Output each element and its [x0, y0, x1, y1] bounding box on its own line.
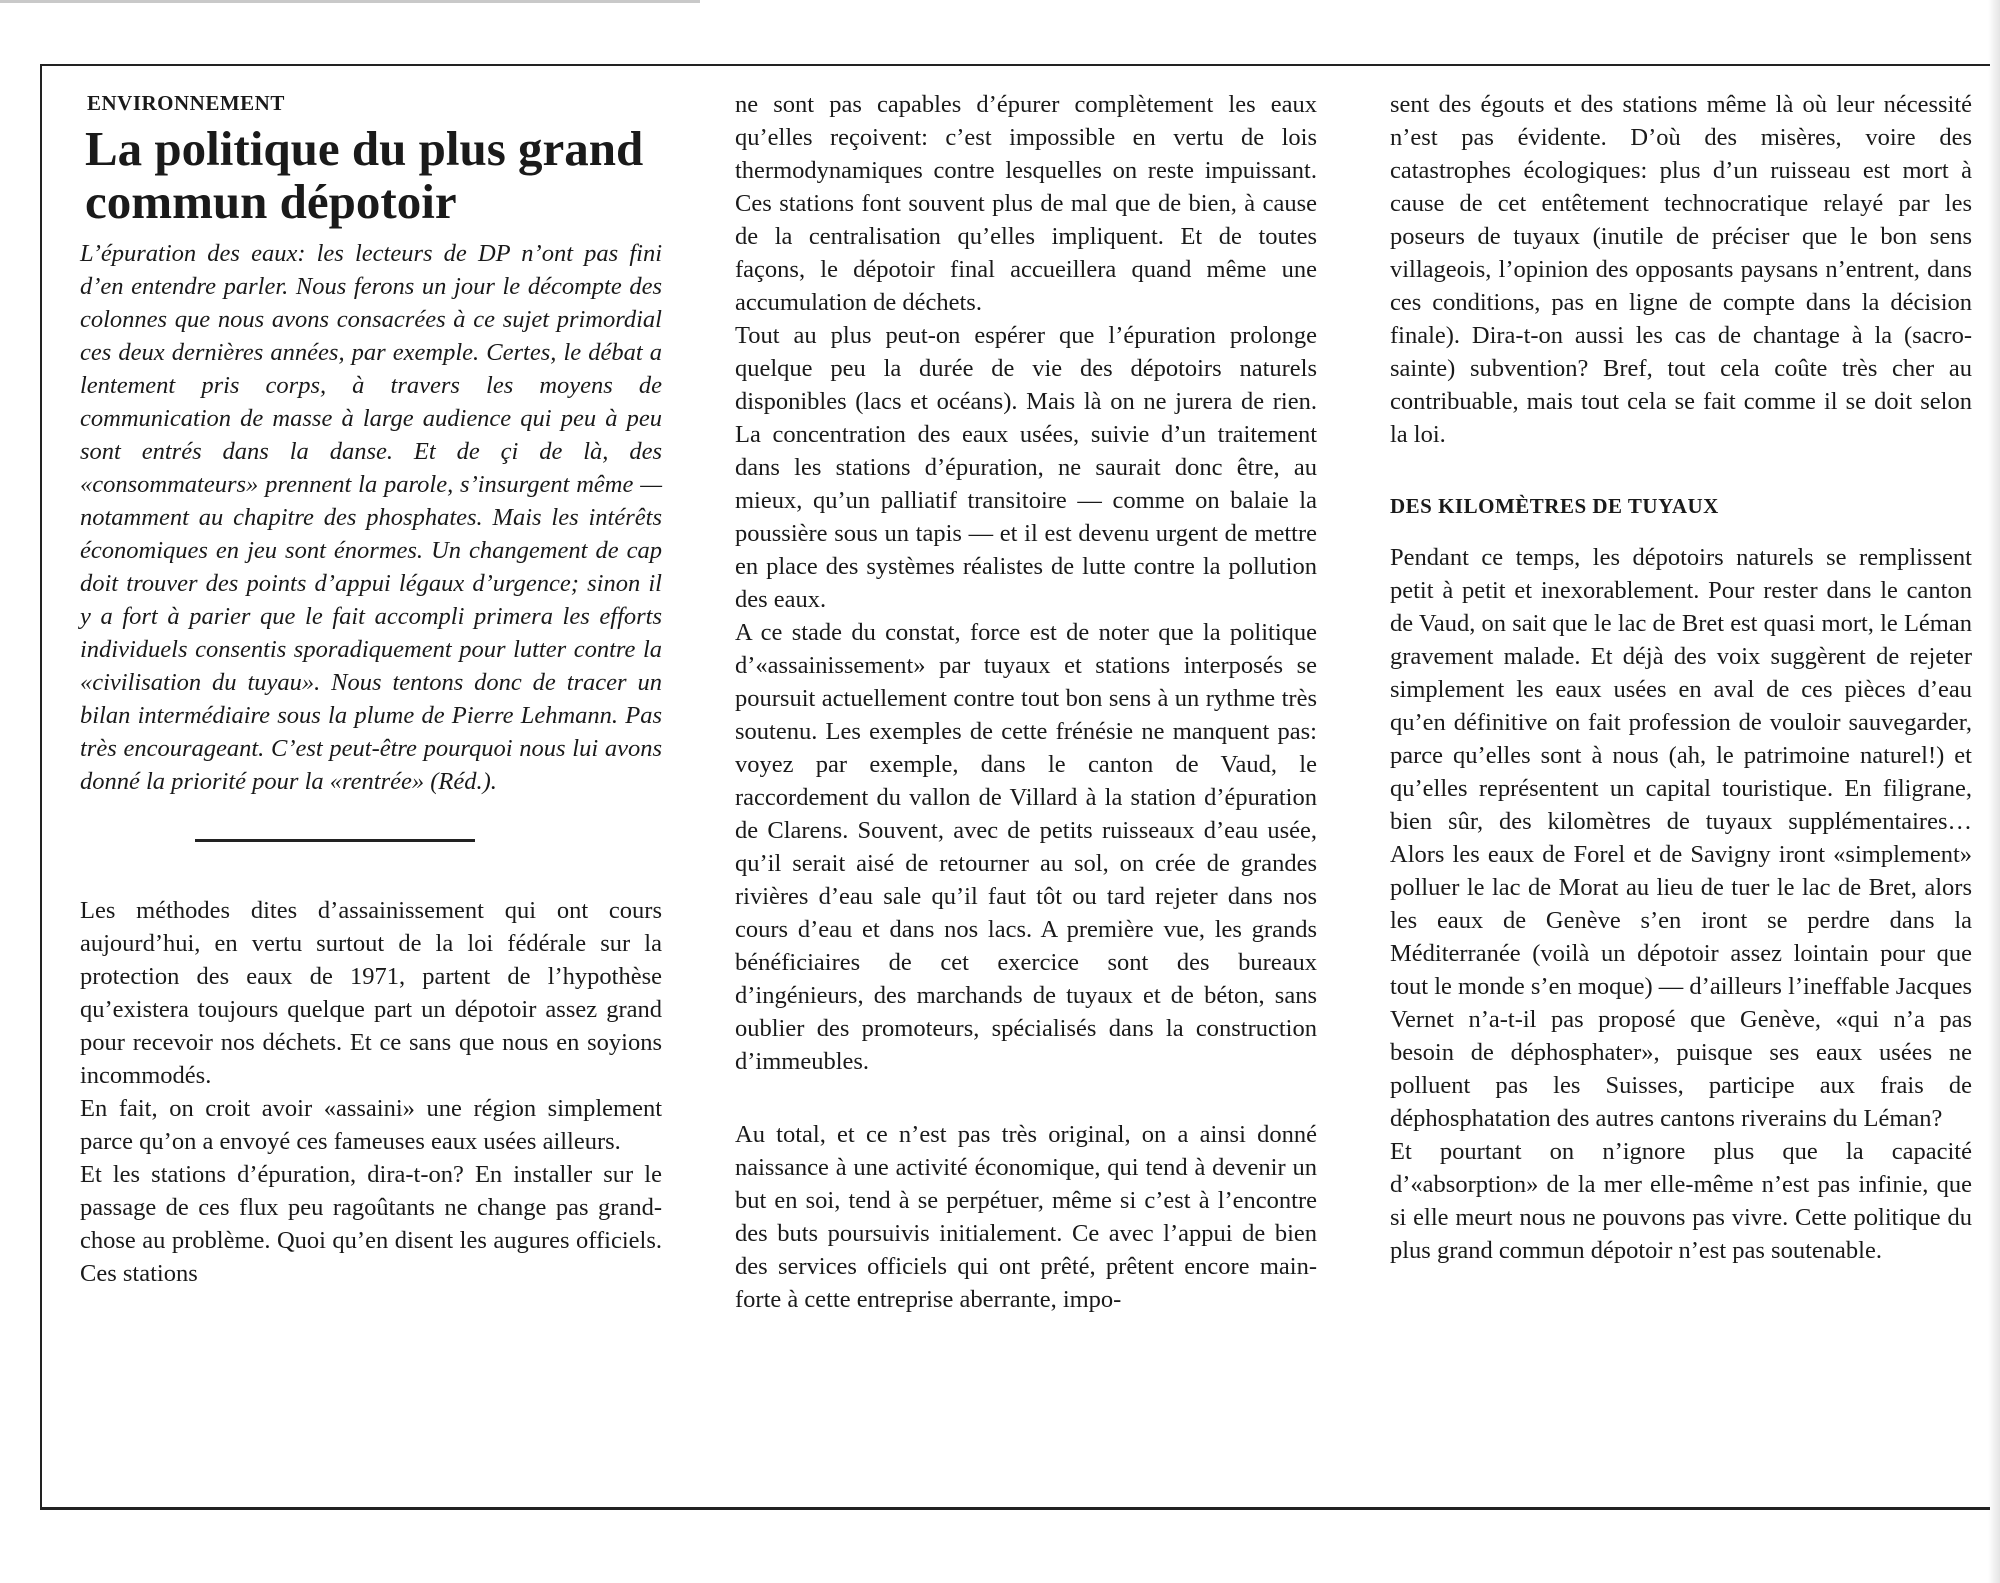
- subheading: DES KILOMÈTRES DE TUYAUX: [1390, 494, 1719, 518]
- paragraph: Pendant ce temps, les dépotoirs naturels se remplissent petit à petit et inexorablement. Pour rester dans le canton de Vaud, on sait que le lac de Bret est quasi mort, le Léman gravement malade. Et déjà des voix suggèrent de rejeter simplement les eaux usées en aval de ces pièces d’eau qu’en définitive on fait profession de vouloir sauvegarder, parce qu’elles sont à nous (ah, le patrimoine naturel!) et qu’elles représentent un capital touristique. En filigrane, bien sûr, des kilomètres de tuyaux supplémentaires… Alors les eaux de Forel et de Savigny iront «simplement» polluer le lac de Morat au lieu de tuer le lac de Bret, alors les eaux de Genève s’en iront se perdre dans la Méditerranée (voilà un dépotoir assez lointain pour que tout le monde s’en moque) — d’ailleurs l’ineffable Jacques Vernet n’a-t-il pas proposé que Genève, «qui n’a pas besoin de déphosphater», puisque ses eaux usées ne polluent pas les Suisses, participe aux frais de déphosphatation des autres cantons riverains du Léman?: [1390, 544, 1972, 1132]
- paragraph: Tout au plus peut-on espérer que l’épuration prolonge quelque peu la durée de vie des dépotoirs naturels disponibles (lacs et océans). Mais là on ne jurera de rien. La concentration des eaux usées, suivie d’un traitement dans les stations d’épuration, ne saurait donc être, au mieux, qu’un palliatif transitoire — comme on balaie la poussière sous un tapis — et il est devenu urgent de mettre en place des systèmes réalistes de lutte contre la pollution des eaux.: [735, 322, 1317, 613]
- paragraph: Les méthodes dites d’assainissement qui ont cours aujourd’hui, en vertu surtout de la loi fédérale sur la protection des eaux de 1971, partent de l’hypothèse qu’existera toujours quelque part un dépotoir assez grand pour recevoir nos déchets. Et ce sans que nous en soyions incommodés.: [80, 897, 662, 1089]
- column-2: [735, 88, 1317, 1316]
- paragraph: Au total, et ce n’est pas très original, on a ainsi donné naissance à une activité économique, qui tend à devenir un but en soi, tend à se perpétuer, même si c’est à l’encontre des buts poursuivis initialement. Ce avec l’appui de bien des services officiels qui ont prêté, prêtent encore main-forte à cette entreprise aberrante, impo-: [735, 1121, 1317, 1313]
- paragraph: En fait, on croit avoir «assaini» une région simplement parce qu’on a envoyé ces fameuses eaux usées ailleurs.: [80, 1095, 662, 1155]
- article-title: La politique du plus grand commun dépotoir: [85, 121, 644, 229]
- article-lede: L’épuration des eaux: les lecteurs de DP n’ont pas fini d’en entendre parler. Nous ferons un jour le décompte des colonnes que nous avons consacrées à ce sujet primordial ces deux dernières années, par exemple. Certes, le débat a lentement pris corps, à travers les moyens de communication de masse à large audience qui peu à peu sont entrés dans la danse. Et de çi de là, des «consommateurs» prennent la parole, s’insurgent même — notamment au chapitre des phosphates. Mais les intérêts économiques en jeu sont énormes. Un changement de cap doit trouver des points d’appui légaux d’urgence; sinon il y a fort à parier que le fait accompli primera les efforts individuels consentis sporadiquement pour lutter contre la «civilisation du tuyau». Nous tentons donc de tracer un bilan intermédiaire sous la plume de Pierre Lehmann. Pas très encourageant. C’est peut-être pourquoi nous lui avons donné la priorité pour la «rentrée» (Réd.).: [80, 240, 662, 795]
- paragraph: A ce stade du constat, force est de noter que la politique d’«assainissement» par tuyaux et stations interposés se poursuit actuellement contre tout bon sens à un rythme très soutenu. Les exemples de cette frénésie ne manquent pas: voyez par exemple, dans le canton de Vaud, le raccordement du vallon de Villard à la station d’épuration de Clarens. Souvent, avec de petits ruisseaux d’eau usée, qu’il serait aisé de retourner au sol, on crée de grandes rivières d’eau sale qu’il faut tôt ou tard rejeter dans nos cours d’eau et dans nos lacs. A première vue, les grands bénéficiaires de cet exercice sont des bureaux d’ingénieurs, des marchands de tuyaux et de béton, sans oublier des promoteurs, spécialisés dans la construction d’immeubles.: [735, 619, 1317, 1075]
- scan-edge-top: [0, 0, 700, 3]
- paragraph: Et les stations d’épuration, dira-t-on? En installer sur le passage de ces flux peu ragoûtants ne change pas grand-chose au problème. Quoi qu’en disent les augures officiels. Ces stations: [80, 1161, 662, 1287]
- paragraph: sent des égouts et des stations même là où leur nécessité n’est pas évidente. D’où des misères, voire des catastrophes écologiques: plus d’un ruisseau est mort à cause de cet entêtement technocratique relayé par les poseurs de tuyaux (inutile de préciser que le bon sens villageois, l’opinion des opposants paysans n’entrent, dans ces conditions, pas en ligne de compte dans la décision finale). Dira-t-on aussi les cas de chantage à la (sacro-sainte) subvention? Bref, tout cela coûte très cher au contribuable, mais tout cela se fait comme il se doit selon la loi.: [1390, 91, 1972, 448]
- section-kicker: ENVIRONNEMENT: [87, 91, 285, 115]
- paragraph: ne sont pas capables d’épurer complètement les eaux qu’elles reçoivent: c’est impossible en vertu de lois thermodynamiques contre lesquelles on reste impuissant. Ces stations font souvent plus de mal que de bien, à cause de la centralisation qu’elles impliquent. Et de toutes façons, le dépotoir final accueillera quand même une accumulation de déchets.: [735, 91, 1317, 316]
- paragraph: Et pourtant on n’ignore plus que la capacité d’«absorption» de la mer elle-même n’est pas infinie, que si elle meurt nous ne pouvons pas vivre. Cette politique du plus grand commun dépotoir n’est pas soutenable.: [1390, 1138, 1972, 1264]
- column-3: [1390, 88, 1972, 1267]
- column-1: [80, 88, 662, 1290]
